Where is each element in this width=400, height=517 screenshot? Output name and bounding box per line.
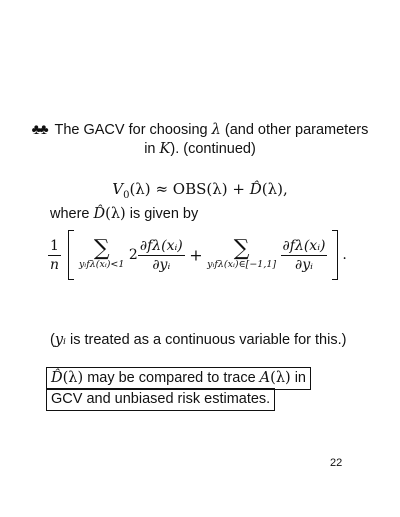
approx-symbol: ≈ [155,180,169,198]
boxed-line-1 [46,367,311,390]
heading-text-4: ). (continued) [170,141,256,157]
v-argument: (λ) [129,180,151,198]
lambda-symbol: λ [211,122,221,138]
where-line [50,206,198,222]
page-number: 22 [330,457,343,469]
given-by-text: is given by [129,206,199,222]
note-text: is treated as a continuous variable for this.) [69,332,347,348]
heading-text-2: (and other parameters [224,122,369,138]
dhat-argument: (λ), [261,180,288,198]
heading-text-1: The GACV for choosing [54,122,208,138]
dhat-argument: (λ) [105,206,126,222]
one-over-n: $\frac{1}{n}$ [50,237,60,273]
dhat-symbol: D̂ [249,180,262,198]
clubs-icon: ♣♣ [31,122,47,138]
dhat-formula [48,230,347,280]
yi-symbol: yᵢ [54,332,66,348]
k-symbol: K [159,141,171,157]
left-bracket [68,230,74,280]
where-word: where [50,206,90,222]
plus-symbol: + [232,180,245,198]
comparison-text: may be compared to trace [87,370,256,386]
v-symbol: V [112,180,124,198]
a-argument: (λ) [270,370,291,386]
dhat-symbol: D̂ [93,206,106,222]
v-subscript: 0 [123,190,130,201]
period: . [342,247,347,263]
obs-term: OBS(λ) [172,180,228,198]
partial-derivative-1: $\frac{\text{∂fλ(xᵢ)}}{\text{∂yᵢ}}$ [139,237,183,273]
plus-symbol: + [189,245,203,265]
gcv-text: GCV and unbiased risk estimates. [51,391,271,407]
slide-heading [0,121,400,159]
boxed-line-2 [46,388,275,411]
a-symbol: A [259,370,271,386]
dhat-symbol: D̂ [51,370,63,386]
partial-derivative-2: $\frac{\text{∂fλ(xᵢ)}}{\text{∂yᵢ}}$ [282,237,326,273]
in-word: in [294,370,306,386]
continuous-variable-note: (yᵢ is treated as a continuous variable for this.) [50,332,347,348]
sum-1: ∑ yᵢfλ(xᵢ)<1 [78,236,125,270]
sum-2: ∑ yᵢfλ(xᵢ)∈[−1,1] [207,236,277,270]
right-bracket [332,230,338,280]
gacv-equation [0,180,400,201]
heading-text-3: in [144,141,156,157]
dhat-argument: (λ) [62,370,84,386]
factor-two: 2 [128,247,138,263]
